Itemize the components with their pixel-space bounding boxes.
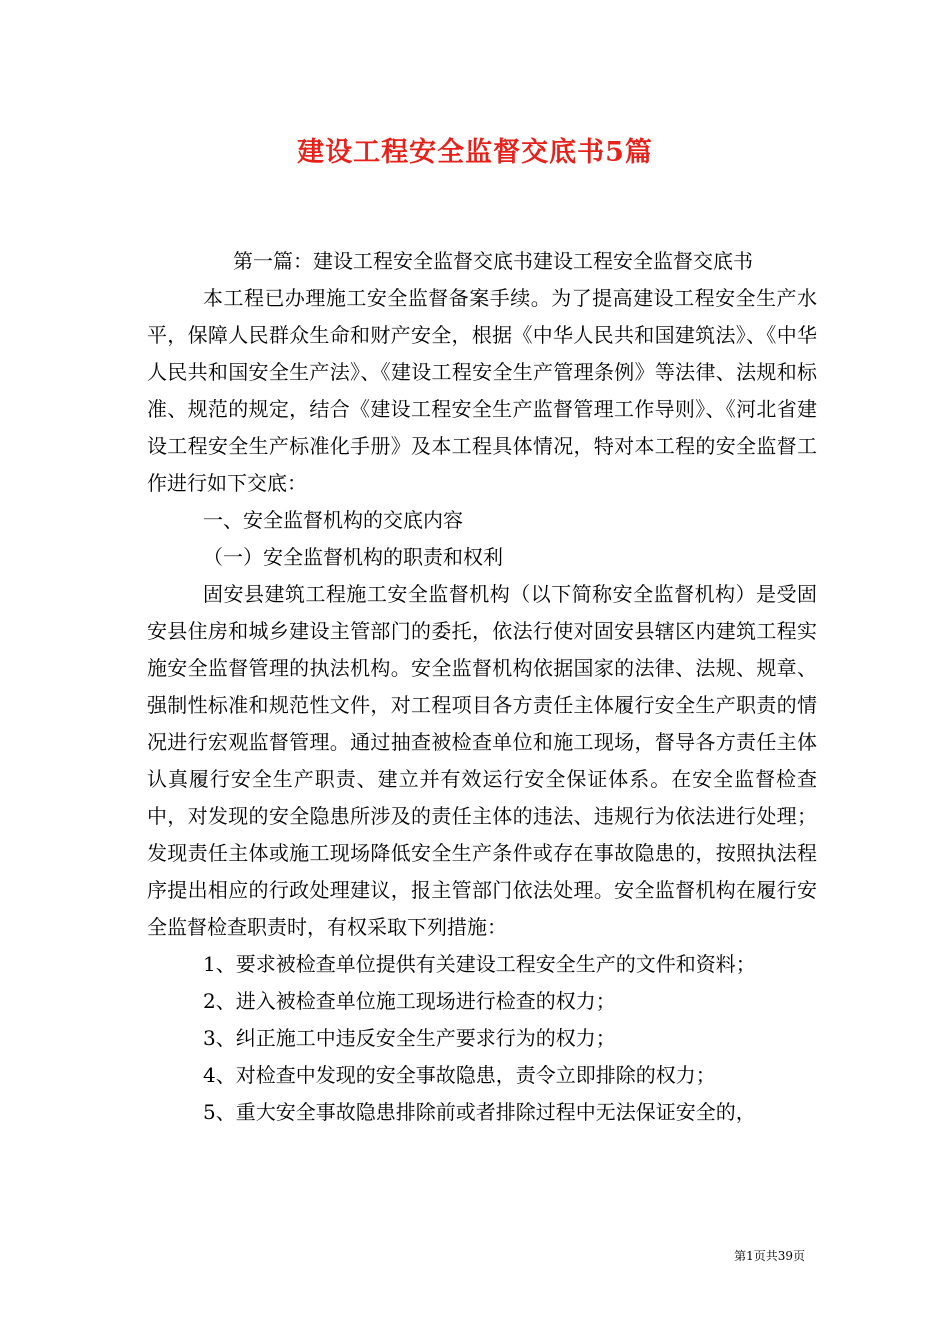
- section-heading: 第一篇：建设工程安全监督交底书建设工程安全监督交底书: [233, 249, 753, 273]
- subsection-heading: 一、安全监督机构的交底内容: [203, 508, 463, 532]
- list-item: 3、纠正施工中违反安全生产要求行为的权力；: [203, 1026, 616, 1050]
- list-item: 2、进入被检查单位施工现场进行检查的权力；: [203, 989, 616, 1013]
- document-title: 建设工程安全监督交底书5篇: [297, 137, 653, 168]
- paragraph: 固安县建筑工程施工安全监督机构（以下简称安全监督机构）是受固安县住房和城乡建设主管部门的委托，依法行使对固安县辖区内建筑工程实施安全监督管理的执法机构。安全监督机构依据国家的法律、法规、规章、强制性标准和规范性文件，对工程项目各方责任主体履行安全生产职责的情况进行宏观监督管理。通过抽查被检查单位和施工现场，督导各方责任主体认真履行安全生产职责、建立并有效运行安全保证体系。在安全监督检查中，对发现的安全隐患所涉及的责任主体的违法、违规行为依法进行处理；发现责任主体或施工现场降低安全生产条件或存在事故隐患的，按照执法程序提出相应的行政处理建议，报主管部门依法处理。安全监督机构在履行安全监督检查职责时，有权采取下列措施：: [147, 582, 817, 939]
- document-body: [147, 243, 817, 1131]
- subsection-heading: （一）安全监督机构的职责和权利: [203, 545, 503, 569]
- paragraph: 本工程已办理施工安全监督备案手续。为了提高建设工程安全生产水平，保障人民群众生命和财产安全，根据《中华人民共和国建筑法》、《中华人民共和国安全生产法》、《建设工程安全生产管理条例》等法律、法规和标准、规范的规定，结合《建设工程安全生产监督管理工作导则》、《河北省建设工程安全生产标准化手册》及本工程具体情况，特对本工程的安全监督工作进行如下交底：: [147, 286, 817, 495]
- page-number: 第1页共39页: [734, 1249, 805, 1263]
- list-item: 1、要求被检查单位提供有关建设工程安全生产的文件和资料；: [203, 952, 756, 976]
- list-item: 5、重大安全事故隐患排除前或者排除过程中无法保证安全的，: [203, 1100, 756, 1124]
- list-item: 4、对检查中发现的安全事故隐患，责令立即排除的权力；: [203, 1063, 716, 1087]
